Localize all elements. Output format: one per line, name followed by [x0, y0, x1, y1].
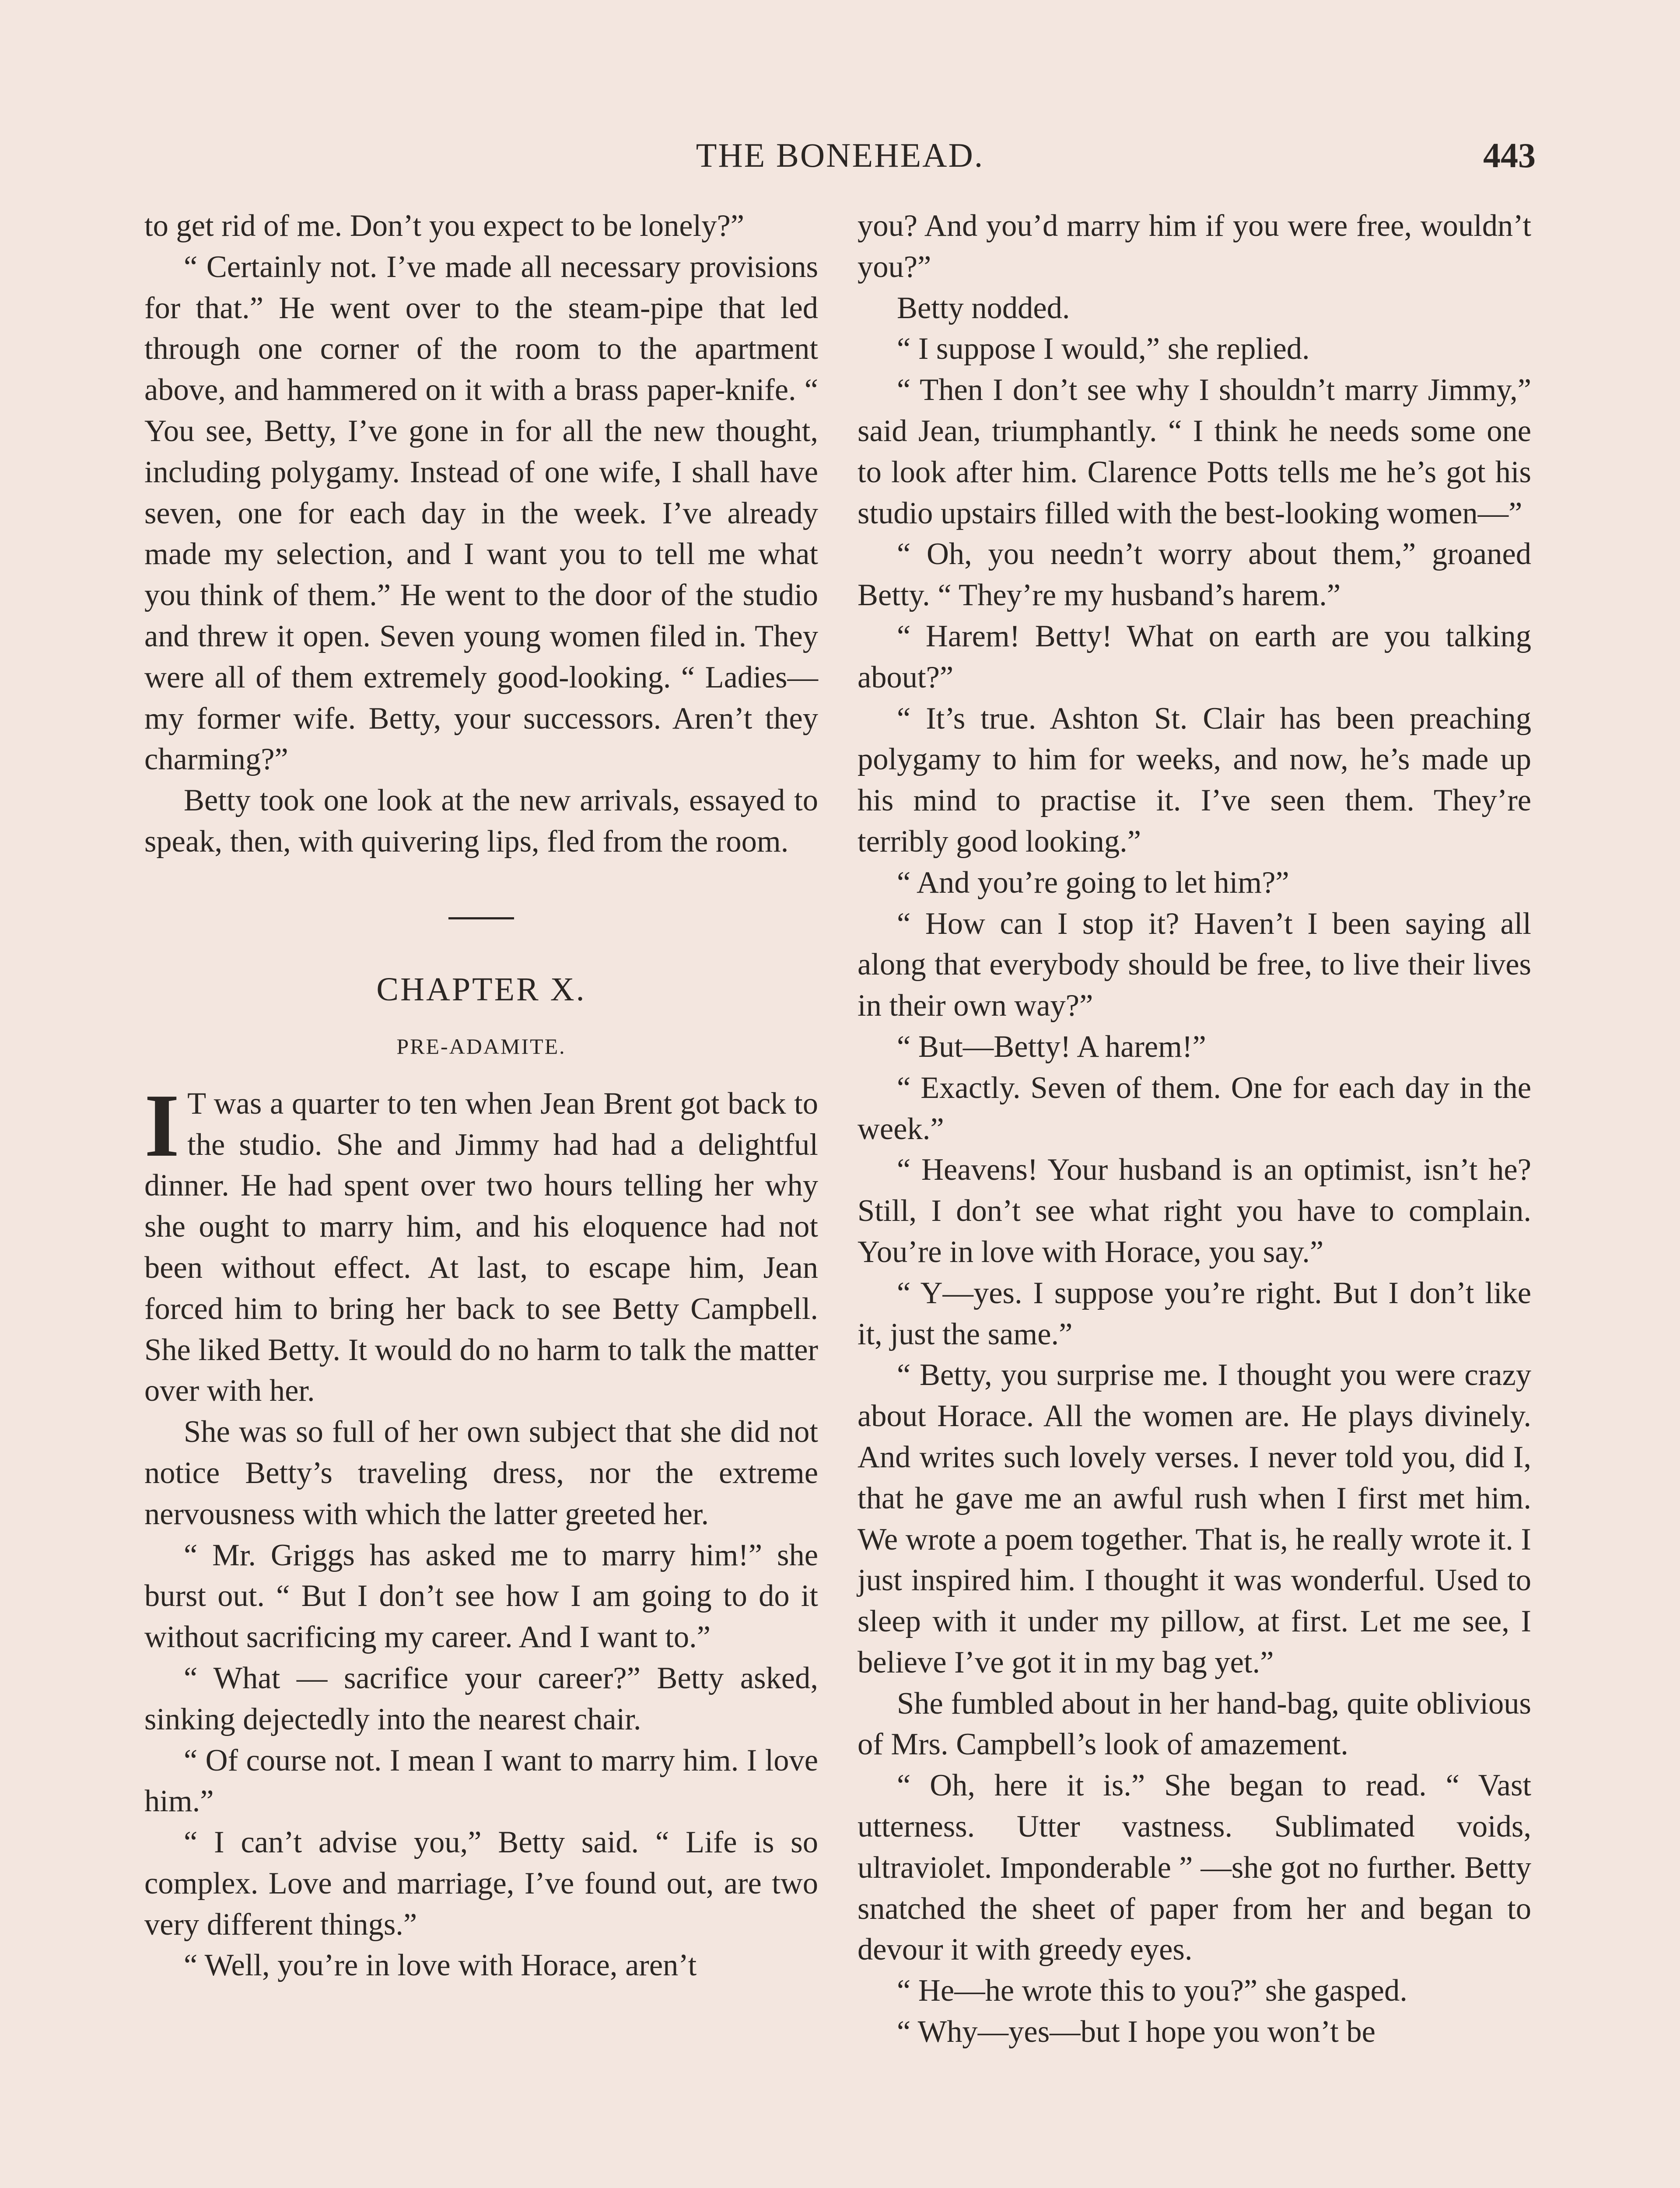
- paragraph: She fumbled about in her hand-bag, quite oblivious of Mrs. Campbell’s look of amazement.: [858, 1686, 1531, 1762]
- paragraph: “ Well, you’re in love with Horace, aren’t: [184, 1948, 697, 1983]
- paragraph: “ He—he wrote this to you?” she gasped.: [897, 1974, 1407, 2008]
- paragraph: to get rid of me. Don’t you expect to be lonely?”: [144, 209, 745, 243]
- paragraph: “ Mr. Griggs has asked me to marry him!” she burst out. “ But I don’t see how I am going to do it without sacrificing my career. And I want to.”: [144, 1538, 818, 1655]
- paragraph: “ Heavens! Your husband is an optimist, isn’t he? Still, I don’t see what right you have to complain. You’re in love with Horace, you say.”: [858, 1153, 1531, 1269]
- paragraph: “ Certainly not. I’ve made all necessary provisions for that.” He went over to the steam-pipe that led through one corner of the room to the apartment above, and hammered on it with a brass paper-knife. “ You see, Betty, I’ve gone in for all the new thought, including polygamy. Instead of one wife, I shall have seven, one for each day in the week. I’ve already made my selection, and I want you to tell me what you think of them.” He went to the door of the studio and threw it open. Seven young women filed in. They were all of them extremely good-looking. “ Ladies— my former wife. Betty, your successors. Aren’t they charming?”: [144, 249, 818, 777]
- paragraph: “ But—Betty! A harem!”: [897, 1029, 1206, 1064]
- paragraph: She was so full of her own subject that she did not notice Betty’s traveling dress, nor the extreme nervousness with which the latter greeted her.: [144, 1415, 818, 1531]
- opening-text: T was a quarter to ten when Jean Brent got back to the studio. She and Jimmy had had a delightful dinner. He had spent over two hours telling her why she ought to marry him, and his eloquence had not been without effect. At last, to escape him, Jean forced him to bring her back to see Betty Campbell. She liked Betty. It would do no harm to talk the matter over with her.: [144, 1086, 818, 1408]
- left-column: [144, 206, 818, 1986]
- paragraph: “ Then I don’t see why I shouldn’t marry Jimmy,” said Jean, triumphantly. “ I think he needs some one to look after him. Clarence Potts tells me he’s got his studio upstairs filled with the best-looking women—”: [858, 373, 1531, 530]
- section-divider: [448, 917, 514, 919]
- running-header: [144, 131, 1536, 184]
- paragraph: “ What — sacrifice your career?” Betty asked, sinking dejectedly into the nearest chair.: [144, 1661, 818, 1736]
- paragraph: “ I suppose I would,” she replied.: [897, 332, 1310, 366]
- paragraph: “ And you’re going to let him?”: [897, 865, 1289, 900]
- paragraph: “ Why—yes—but I hope you won’t be: [897, 2015, 1376, 2049]
- chapter-title: CHAPTER X.: [376, 971, 586, 1008]
- paragraph: you? And you’d marry him if you were free, wouldn’t you?”: [858, 209, 1531, 284]
- paragraph: “ Harem! Betty! What on earth are you talking about?”: [858, 619, 1531, 694]
- paragraph: “ Exactly. Seven of them. One for each day in the week.”: [858, 1070, 1531, 1146]
- paragraph: “ Oh, here it is.” She began to read. “ Vast utterness. Utter vastness. Sublimated voids, ultraviolet. Imponderable ” —she got no further. Betty snatched the sheet of paper from her and began to devour it with greedy eyes.: [858, 1768, 1531, 1967]
- right-column: [858, 206, 1531, 2053]
- chapter-subtitle: PRE-ADAMITE.: [396, 1034, 566, 1059]
- drop-cap: I: [144, 1075, 180, 1175]
- paragraph: “ It’s true. Ashton St. Clair has been preaching polygamy to him for weeks, and now, he’s made up his mind to practise it. I’ve seen them. They’re terribly good looking.”: [858, 701, 1531, 859]
- paragraph: “ Oh, you needn’t worry about them,” groaned Betty. “ They’re my husband’s harem.”: [858, 537, 1531, 613]
- paragraph: “ Of course not. I mean I want to marry him. I love him.”: [144, 1743, 818, 1819]
- paragraph: “ Y—yes. I suppose you’re right. But I don’t like it, just the same.”: [858, 1276, 1531, 1351]
- running-title: THE BONEHEAD.: [696, 136, 984, 174]
- paragraph: “ How can I stop it? Haven’t I been saying all along that everybody should be free, to live their lives in their own way?”: [858, 906, 1531, 1023]
- paragraph: Betty nodded.: [897, 291, 1070, 325]
- paragraph: Betty took one look at the new arrivals, essayed to speak, then, with quivering lips, fled from the room.: [144, 783, 818, 859]
- paragraph: “ I can’t advise you,” Betty said. “ Life is so complex. Love and marriage, I’ve found out, are two very different things.”: [144, 1825, 818, 1942]
- chapter-opening-paragraph: [144, 1075, 818, 1412]
- page-number: 443: [1483, 137, 1536, 175]
- paragraph: “ Betty, you surprise me. I thought you were crazy about Horace. All the women are. He plays divinely. And writes such lovely verses. I never told you, did I, that he gave me an awful rush when I first met him. We wrote a poem together. That is, he really wrote it. I just inspired him. I thought it was wonderful. Used to sleep with it under my pillow, at first. Let me see, I believe I’ve got it in my bag yet.”: [858, 1358, 1531, 1680]
